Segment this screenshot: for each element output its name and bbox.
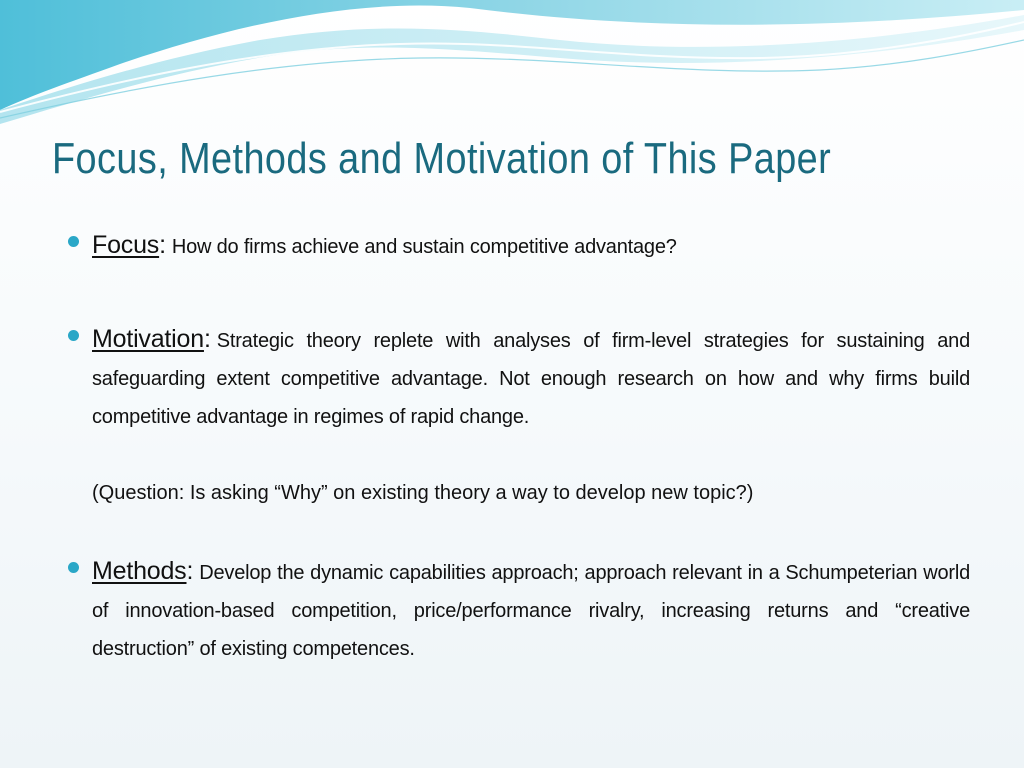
bullet-methods-text: Develop the dynamic capabilities approach; approach relevant in a Schumpeterian world of innovation-based competition, price/performance rivalry, increasing returns and “creative destruction” of existing competences. <box>92 562 970 660</box>
bullet-methods <box>60 552 970 668</box>
bullet-list <box>60 226 970 668</box>
bullet-dot-icon <box>68 330 79 341</box>
bullet-motivation-heading: Motivation <box>92 325 204 353</box>
bullet-focus-paragraph: Focus: How do firms achieve and sustain competitive advantage? <box>92 231 677 259</box>
bullet-dot-icon <box>68 236 79 247</box>
bullet-dot-icon <box>68 562 79 573</box>
bullet-motivation-text: Strategic theory replete with analyses of firm-level strategies for sustaining and safeguarding extent competitive advantage. Not enough research on how and why firms build competitive advantage in regimes of rapid change. <box>92 330 970 428</box>
bullet-methods-paragraph: Methods: Develop the dynamic capabilities approach; approach relevant in a Schumpeterian world of innovation-based competition, price/performance rivalry, increasing returns and “creative destruction” of existing competences. <box>92 557 970 660</box>
bullet-focus-heading: Focus <box>92 231 160 259</box>
bullet-motivation <box>60 320 970 436</box>
bullet-methods-heading: Methods <box>92 557 187 585</box>
slide-title: Focus, Methods and Motivation of This Paper <box>52 134 832 183</box>
bullet-motivation-paragraph: Motivation: Strategic theory replete with analyses of firm-level strategies for sustaining and safeguarding extent competitive advantage. Not enough research on how and why firms build competitive advantage in regimes of rapid change. <box>92 325 970 428</box>
decorative-wave-header <box>0 0 1024 130</box>
bullet-focus <box>60 226 970 266</box>
motivation-question-note: (Question: Is asking “Why” on existing theory a way to develop new topic?) <box>92 482 754 504</box>
bullet-focus-text: How do firms achieve and sustain competitive advantage? <box>171 236 677 258</box>
